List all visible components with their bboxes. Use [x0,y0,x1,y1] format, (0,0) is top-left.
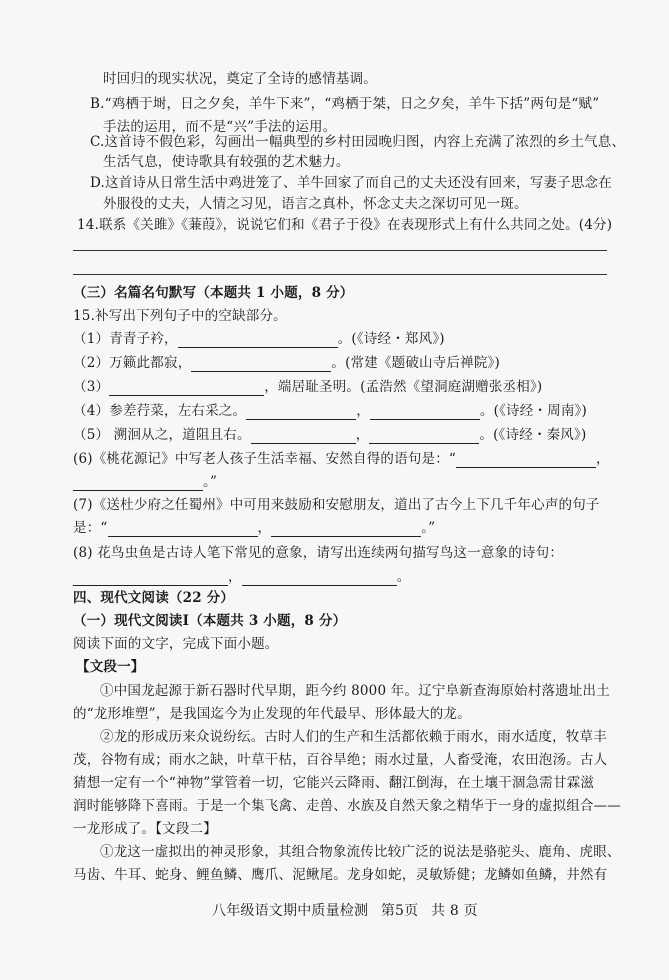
fill-item-8: (8) 花鸟虫鱼是古诗人笔下常见的意象，请写出连续两句描写鸟这一意象的诗句： [73,545,564,561]
item-text: ， [596,451,610,467]
passage-label-1: 【文段一】 [76,659,145,675]
item-text: 。” [421,520,436,536]
answer-blank[interactable] [73,571,228,586]
item-text: ，端居耻圣明。(孟浩然《望洞庭湖赠张丞相》) [264,379,543,395]
item-text: 。(《诗经・郑风》) [337,331,445,347]
fill-item-1 [73,330,445,348]
item-text: 。(《诗经・秦风》) [479,427,587,443]
item-text: ， [356,403,370,419]
fill-item-7-cont [73,519,435,537]
item-text: （3） [73,379,110,395]
section-4-subtitle: （一）现代文阅读Ⅰ（本题共 3 小题，8 分） [73,613,347,629]
passage-paragraph: 马齿、牛耳、蛇身、鲤鱼鳞、鹰爪、泥鳅尾。龙身如蛇，灵敏矫健；龙鳞如鱼鳞，井然有 [73,867,608,883]
q13-option-b-line1: B.“鸡栖于埘，日之夕矣，羊牛下来”，“鸡栖于桀，日之夕矣，羊牛下括”两句是“赋” [90,96,600,112]
answer-blank[interactable] [73,476,203,491]
question-15: 15.补写出下列句子中的空缺部分。 [73,308,287,324]
answer-blank[interactable] [246,405,356,420]
fill-item-2 [73,354,500,372]
section-3-title: （三）名篇名句默写（本题共 1 小题，8 分） [73,285,354,301]
fill-item-4 [73,402,587,420]
q13-option-b-line2: 手法的运用，而不是“兴”手法的运用。 [103,119,337,135]
passage-paragraph: 茂，谷物有成；雨水之缺，叶草干枯，百谷旱绝；雨水过量，人畜受淹，农田泡汤。古人 [73,752,608,768]
answer-blank[interactable] [178,333,338,348]
item-text: 。(《诗经・周南》) [479,403,587,419]
passage-paragraph: 的“龙形堆塑”，是我国迄今为止发现的年代最早、形体最大的龙。 [73,706,471,722]
passage-paragraph: 一龙形成了。【文段二】 [73,821,217,837]
answer-line [73,250,607,251]
item-text: 是：“ [73,520,108,536]
item-text: ， [355,427,370,443]
q13-option-d-line2: 外服役的丈夫，人情之习见，语言之真朴，怀念丈夫之深切可见一斑。 [103,196,528,212]
item-text: (6)《桃花源记》中写老人孩子生活幸福、安然自得的语句是：“ [73,451,457,467]
fill-item-6-cont [73,473,217,491]
exam-title: 八年级语文期中质量检测 [212,903,369,919]
item-text: （5） 溯洄从之，道阻且右。 [73,427,251,443]
item-text: ， [257,520,272,536]
passage-paragraph: 猜想一定有一个“神物”掌管着一切，它能兴云降雨、翻江倒海，在土壤干涸急需甘霖滋 [73,775,595,791]
answer-blank[interactable] [109,381,264,396]
answer-blank[interactable] [370,405,480,420]
fill-item-7: (7)《送杜少府之任蜀州》中可用来鼓励和安慰朋友，道出了古今上下几千年心声的句子 [73,497,600,513]
page-number: 第5页 [380,903,419,919]
q13-option-a-tail: 时回归的现实状况，奠定了全诗的感情基调。 [103,71,377,87]
answer-blank[interactable] [271,522,421,537]
page-total: 共 8 页 [431,903,478,919]
section-4-title: 四、现代文阅读（22 分） [73,590,235,606]
item-text: （1）青青子衿， [73,331,178,347]
item-text: 。 [396,569,411,585]
answer-blank[interactable] [369,429,479,444]
item-text: 。” [203,474,218,490]
fill-item-5 [73,426,586,444]
item-text: （4）参差荇菜，左右采之。 [73,403,247,419]
question-14: 14.联系《关雎》《蒹葭》，说说它们和《君子于役》在表现形式上有什么共同之处。(4分) [77,217,613,233]
fill-item-8-cont [73,568,410,586]
item-text: 。(常建《题破山寺后禅院》) [331,355,500,371]
reading-instruction: 阅读下面的文字，完成下面小题。 [73,636,279,652]
passage-paragraph: ②龙的形成历来众说纷纭。古时人们的生产和生活都依赖于雨水，雨水适度，牧草丰 [100,729,607,745]
q13-option-d-line1: D.这首诗从日常生活中鸡进笼了、羊牛回家了而自己的丈夫还没有回来，写妻子思念在 [90,175,612,191]
answer-line [73,274,607,275]
item-text: （2）万籁此都寂， [73,355,192,371]
fill-item-6 [73,450,610,468]
answer-blank[interactable] [251,429,356,444]
answer-blank[interactable] [242,571,397,586]
passage-paragraph: 润时能够降下喜雨。于是一个集飞禽、走兽、水族及自然天象之精华于一身的虚拟组合—— [73,798,621,814]
item-text: ， [228,569,242,585]
answer-blank[interactable] [191,357,331,372]
q13-option-c-line1: C.这首诗不假色彩，勾画出一幅典型的乡村田园晚归图，内容上充满了浓烈的乡土气息、 [90,134,626,150]
answer-blank[interactable] [456,453,596,468]
fill-item-3 [73,378,542,396]
passage-paragraph: ①龙这一虚拟出的神灵形象，其组合物象流传比较广泛的说法是骆驼头、鹿角、虎眼、 [100,844,621,860]
passage-paragraph: ①中国龙起源于新石器时代早期，距今约 8000 年。辽宁阜新查海原始村落遗址出土 [100,683,610,699]
page-footer [212,902,478,920]
answer-blank[interactable] [108,522,258,537]
q13-option-c-line2: 生活气息，使诗歌具有较强的艺术魅力。 [103,154,350,170]
